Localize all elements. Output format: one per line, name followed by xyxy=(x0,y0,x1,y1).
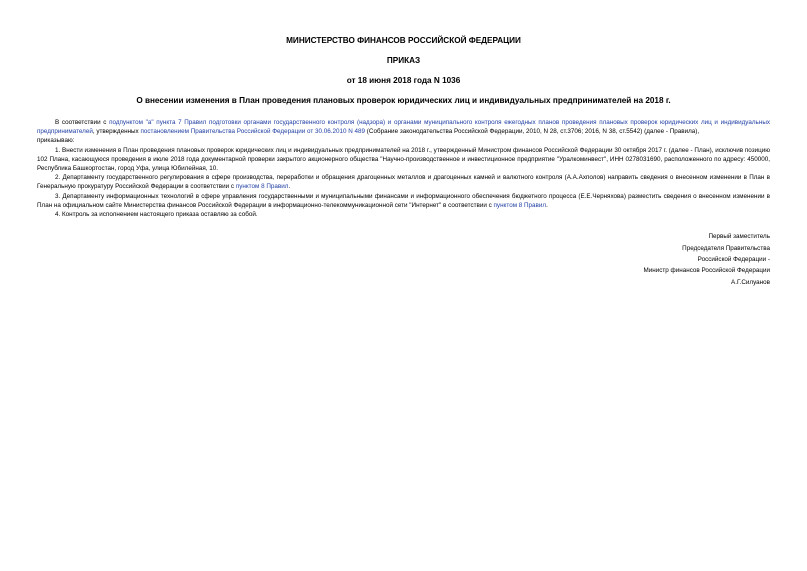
item-3-text: 3. Департаменту информационных технологий в сфере управления государственными и муниципальными финансами и информационного обеспечения бюджетного процесса (Е.Е.Черняхова) разместить сведения о внесенном изменении в План на официальном сайте Министерства финансов Российской Федерации в информационно-телекоммуникационной сети "Интернет" в соответствии с xyxy=(37,192,770,209)
document-date-number: от 18 июня 2018 года N 1036 xyxy=(346,76,461,85)
item-3-end: . xyxy=(546,201,548,209)
document-page xyxy=(37,30,770,288)
preamble-text-3: (Собрание законодательства Российской Федерации, 2010, N 28, ст.3706; 2016, N 38, ст.5542) (далее - Правила), xyxy=(365,128,700,136)
order-word: приказываю: xyxy=(37,137,75,145)
item-2 xyxy=(37,173,770,191)
government-decree-link[interactable]: постановлением Правительства Российской Федерации от 30.06.2010 N 489 xyxy=(140,128,366,136)
preamble-text-2: , утвержденных xyxy=(92,128,141,136)
item-1: 1. Внести изменения в План проведения плановых проверок юридических лиц и индивидуальных предпринимателей на 2018 г., утвержденный Министром финансов Российской Федерации 30 октября 2017 г. (далее - План), исключив позицию 102 Плана, касающуюся проведения в июле 2018 года документарной проверки закрытого акционерного общества "Научно-производственное и инвестиционное предприятие "Уралкоминвест", ИНН 0278031690, расположенного по адресу: 450000, Республика Башкортостан, город Уфа, улица Юбилейная, 10. xyxy=(37,146,770,173)
item-3 xyxy=(37,192,770,210)
preamble-text-1: В соответствии с xyxy=(55,119,110,126)
signature-name: А.Г.Силуанов xyxy=(731,278,770,286)
item-2-text: 2. Департаменту государственного регулирования в сфере производства, переработки и обращения драгоценных металлов и драгоценных камней и валютного контроля (А.А.Ахполов) направить сведения о внесенном изменении в План в Генеральную прокуратуру Российской Федерации в соответствии с xyxy=(37,174,770,191)
signature-line-1: Первый заместитель xyxy=(708,233,770,241)
document-title: О внесении изменения в План проведения плановых проверок юридических лиц и индивидуальных предпринимателей на 2018 г. xyxy=(136,96,671,105)
item-3-rules-link[interactable]: пунктом 8 Правил xyxy=(493,201,547,209)
ministry-heading: МИНИСТЕРСТВО ФИНАНСОВ РОССИЙСКОЙ ФЕДЕРАЦИИ xyxy=(286,36,521,45)
signature-line-2: Председателя Правительства xyxy=(682,244,770,252)
item-4: 4. Контроль за исполнением настоящего приказа оставляю за собой. xyxy=(55,211,258,219)
preamble-paragraph xyxy=(37,118,770,136)
signature-line-4: Министр финансов Российской Федерации xyxy=(643,267,770,275)
rules-link[interactable]: подпунктом "а" пункта 7 Правил подготовки органами государственного контроля (надзора) и органами муниципального контроля ежегодных планов проведения плановых проверок юридических лиц и индивидуальных предпринимателей xyxy=(37,119,770,136)
signature-block xyxy=(37,231,770,288)
signature-line-3: Российской Федерации - xyxy=(697,256,770,264)
document-type: ПРИКАЗ xyxy=(386,56,421,65)
document-body xyxy=(37,118,770,219)
item-2-end: . xyxy=(288,183,291,191)
item-2-rules-link[interactable]: пунктом 8 Правил xyxy=(235,183,289,191)
